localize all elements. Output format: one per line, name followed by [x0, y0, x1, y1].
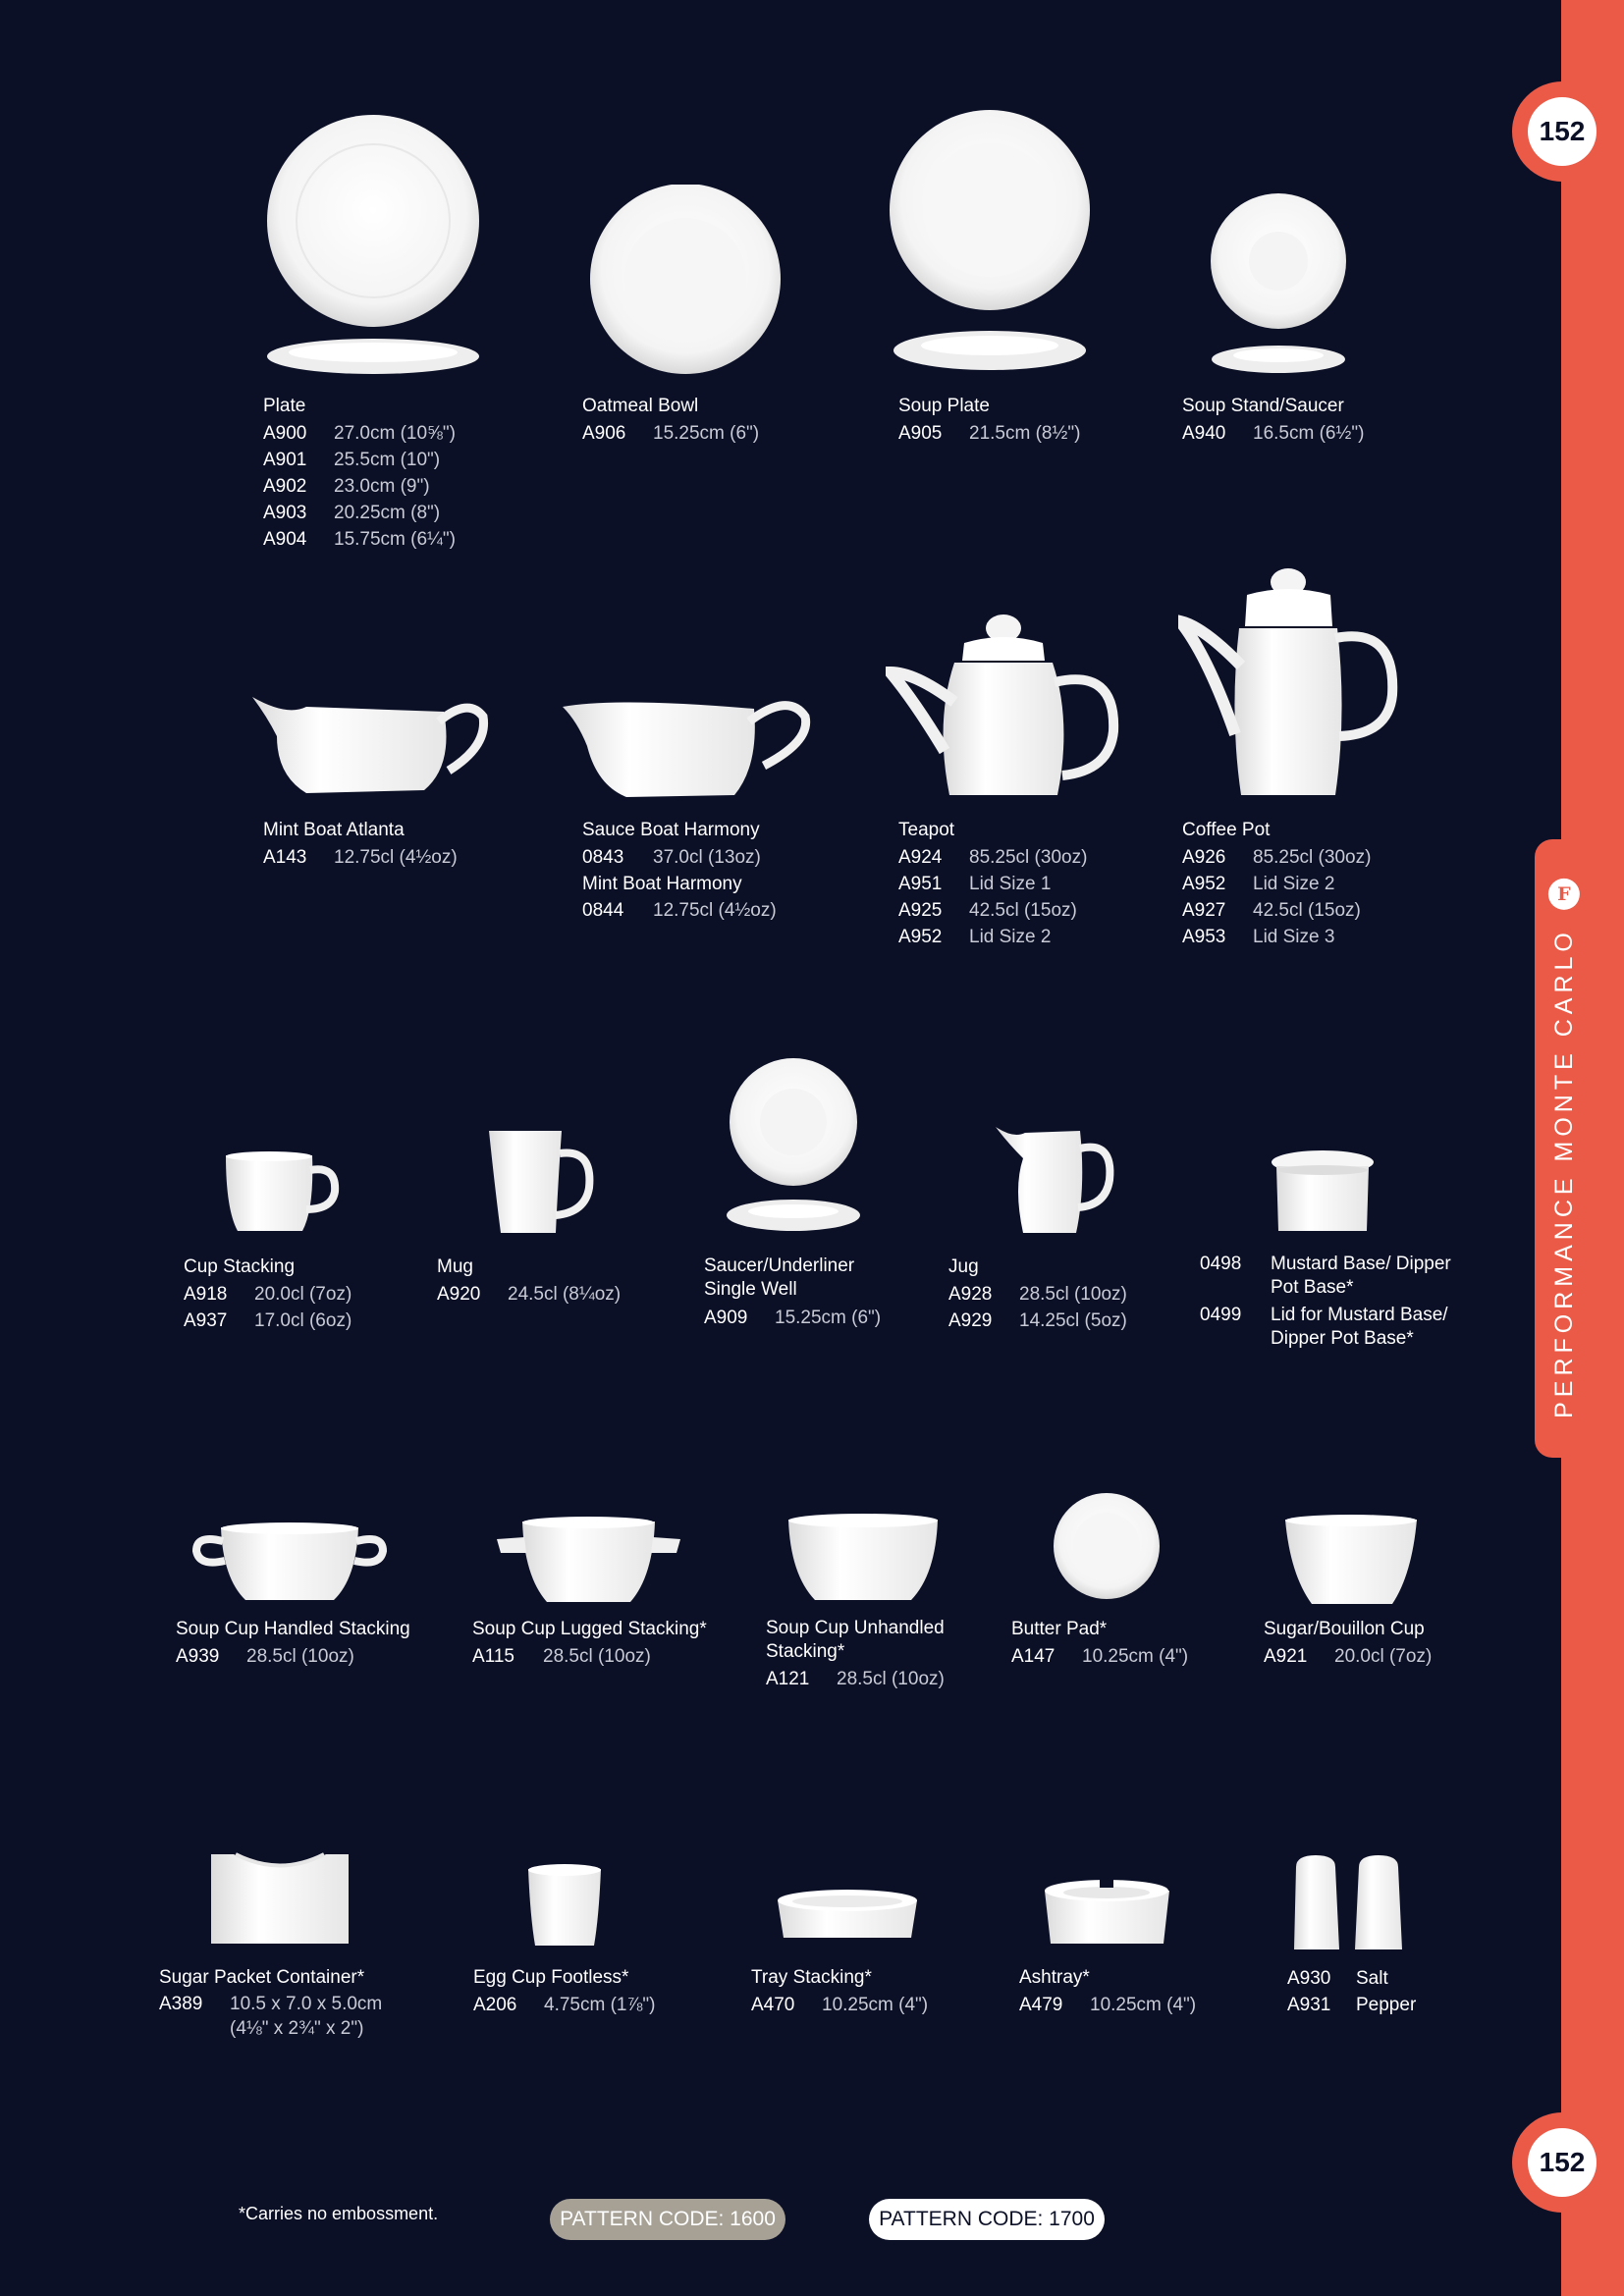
list-item — [1182, 420, 1364, 447]
product-name: Jug — [948, 1256, 979, 1277]
footnote: *Carries no embossment. — [239, 2204, 439, 2223]
product-rows — [176, 1643, 354, 1670]
product-rows — [1182, 420, 1364, 447]
list-item — [1182, 897, 1371, 924]
product-description: Mustard Base/ Dipper Pot Base* — [1271, 1254, 1451, 1298]
product-code: A903 — [263, 503, 307, 523]
product-size: 42.5cl (15oz) — [969, 900, 1077, 921]
product-size: 28.5cl (10oz) — [1019, 1284, 1127, 1305]
product-description: Salt — [1356, 1968, 1388, 1989]
product-size: (4⅛" x 2¾" x 2") — [230, 2018, 364, 2039]
product-rows — [263, 420, 456, 553]
product-name: Mug — [437, 1256, 473, 1277]
product-name: Cup Stacking — [184, 1256, 296, 1277]
product-rows — [1264, 1643, 1432, 1670]
product-name: Mint Boat Harmony — [582, 874, 742, 894]
product-size: 15.25cm (6") — [653, 423, 760, 444]
product-code: A930 — [1287, 1968, 1331, 1989]
product-rows — [751, 1992, 928, 2018]
product-code: A906 — [582, 423, 626, 444]
coffee-pot-image — [1178, 567, 1399, 803]
list-item — [472, 1643, 651, 1670]
soup-plate-image — [887, 110, 1093, 380]
teapot-image — [886, 614, 1121, 805]
list-item — [898, 871, 1087, 897]
list-item — [176, 1643, 354, 1670]
product-name: Sugar Packet Container* — [159, 1967, 365, 1988]
product-rows — [159, 1992, 382, 2041]
salt-pepper-image — [1288, 1853, 1414, 1951]
product-name: Ashtray* — [1019, 1967, 1090, 1988]
list-item — [582, 897, 777, 924]
product-rows — [184, 1281, 352, 1334]
product-name: Egg Cup Footless* — [473, 1967, 629, 1988]
product-rows — [472, 1643, 651, 1670]
mint-boat-atlanta-image — [247, 677, 493, 805]
product-size: 20.25cm (8") — [334, 503, 441, 523]
product-name: Teapot — [898, 820, 955, 840]
product-code: A143 — [263, 847, 307, 868]
product-name: Soup Plate — [898, 396, 990, 416]
product-code: A921 — [1264, 1646, 1308, 1667]
product-size: 16.5cm (6½") — [1253, 423, 1365, 444]
list-item — [473, 1992, 655, 2018]
product-name: Oatmeal Bowl — [582, 396, 699, 416]
list-item — [437, 1281, 621, 1308]
list-item — [1200, 1304, 1457, 1351]
mug-image — [485, 1129, 595, 1237]
page-number-top — [1512, 81, 1612, 182]
list-item — [898, 844, 1087, 871]
product-size: 20.0cl (7oz) — [1334, 1646, 1433, 1667]
mustard-base-image — [1269, 1148, 1377, 1235]
product-code: A389 — [159, 1994, 203, 2014]
product-name: Coffee Pot — [1182, 820, 1271, 840]
list-item — [159, 2016, 382, 2041]
page-number-text: 152 — [1528, 2128, 1597, 2197]
product-rows — [1200, 1253, 1457, 1351]
product-code: A904 — [263, 529, 307, 550]
list-item — [1264, 1643, 1432, 1670]
product-size: 4.75cm (1⅞") — [544, 1995, 656, 2015]
jug-image — [994, 1119, 1116, 1237]
product-size: 28.5cl (10oz) — [543, 1646, 651, 1667]
sauce-boat-harmony-image — [558, 687, 813, 805]
soup-cup-lugged-image — [493, 1516, 684, 1606]
list-item — [704, 1305, 881, 1331]
list-item — [582, 844, 777, 871]
page-number-bottom — [1512, 2112, 1612, 2213]
tray-stacking-image — [774, 1887, 921, 1944]
list-item — [263, 844, 458, 871]
product-rows — [766, 1666, 945, 1692]
product-code: 0498 — [1200, 1254, 1242, 1274]
product-size: 85.25cl (30oz) — [1253, 847, 1372, 868]
product-rows — [473, 1992, 655, 2018]
product-name: Butter Pad* — [1011, 1619, 1108, 1639]
product-name: Soup Cup Unhandled Stacking* — [766, 1618, 945, 1662]
product-code: A931 — [1287, 1995, 1331, 2015]
product-size: 10.25cm (4") — [1082, 1646, 1189, 1667]
product-name: Mint Boat Atlanta — [263, 820, 405, 840]
product-code: A900 — [263, 423, 307, 444]
product-rows — [704, 1305, 881, 1331]
product-name: Soup Stand/Saucer — [1182, 396, 1344, 416]
product-name: Sugar/Bouillon Cup — [1264, 1619, 1425, 1639]
list-item — [263, 500, 456, 526]
product-rows — [948, 1281, 1127, 1334]
product-code: A909 — [704, 1308, 748, 1328]
sugar-bouillon-cup-image — [1282, 1514, 1420, 1606]
saucer-underliner-image — [725, 1058, 862, 1235]
list-item — [582, 420, 759, 447]
product-code: A952 — [898, 927, 943, 947]
pattern-code-1700-badge: PATTERN CODE: 1700 — [869, 2199, 1105, 2240]
product-rows — [263, 844, 458, 871]
product-name: Sauce Boat Harmony — [582, 820, 760, 840]
pattern-code-1600-badge: PATTERN CODE: 1600 — [550, 2199, 785, 2240]
product-size: Lid Size 1 — [969, 874, 1052, 894]
cup-stacking-image — [224, 1150, 340, 1237]
product-code: A920 — [437, 1284, 481, 1305]
list-item — [184, 1308, 352, 1334]
product-rows — [437, 1281, 621, 1308]
product-name: Plate — [263, 396, 306, 416]
list-item — [1287, 1965, 1416, 1992]
page-number-text: 152 — [1528, 97, 1597, 166]
product-code: A918 — [184, 1284, 228, 1305]
sugar-packet-container-image — [206, 1849, 353, 1946]
product-code: A479 — [1019, 1995, 1063, 2015]
section-tab-label — [1535, 839, 1594, 1458]
soup-stand-saucer-image — [1210, 192, 1347, 379]
product-name: Soup Cup Lugged Stacking* — [472, 1619, 707, 1639]
oatmeal-bowl-image — [587, 185, 784, 381]
product-code: A905 — [898, 423, 943, 444]
product-rows — [582, 420, 759, 447]
list-item — [751, 1992, 928, 2018]
product-rows — [1019, 1992, 1196, 2018]
section-title: PERFORMANCE MONTE CARLO — [1549, 928, 1578, 1418]
product-rows — [1287, 1965, 1416, 2018]
product-code: A924 — [898, 847, 943, 868]
product-name: Tray Stacking* — [751, 1967, 872, 1988]
list-item — [184, 1281, 352, 1308]
egg-cup-image — [525, 1863, 604, 1948]
product-code: A929 — [948, 1310, 993, 1331]
product-code: A147 — [1011, 1646, 1056, 1667]
ashtray-image — [1041, 1877, 1173, 1948]
product-code: A121 — [766, 1669, 810, 1689]
product-code: A952 — [1182, 874, 1226, 894]
product-rows — [582, 844, 777, 924]
list-item — [1011, 1643, 1188, 1670]
product-code: A951 — [898, 874, 943, 894]
list-item — [1182, 924, 1371, 950]
product-code: A925 — [898, 900, 943, 921]
product-size: 85.25cl (30oz) — [969, 847, 1088, 868]
list-item — [159, 1992, 382, 2016]
product-code: A940 — [1182, 423, 1226, 444]
product-size: 14.25cl (5oz) — [1019, 1310, 1127, 1331]
product-size: 20.0cl (7oz) — [254, 1284, 352, 1305]
product-name: Soup Cup Handled Stacking — [176, 1619, 410, 1639]
product-rows — [898, 844, 1087, 950]
product-size: 10.25cm (4") — [822, 1995, 929, 2015]
section-badge: F — [1548, 879, 1580, 910]
list-item — [582, 871, 777, 897]
butter-pad-image — [1053, 1492, 1161, 1600]
product-size: 28.5cl (10oz) — [246, 1646, 354, 1667]
product-size: 17.0cl (6oz) — [254, 1310, 352, 1331]
list-item — [898, 924, 1087, 950]
product-size: 24.5cl (8¼oz) — [508, 1284, 622, 1305]
list-item — [1287, 1992, 1416, 2018]
product-size: 10.25cm (4") — [1090, 1995, 1197, 2015]
product-code: 0844 — [582, 900, 624, 921]
list-item — [1200, 1253, 1457, 1300]
product-size: 15.25cm (6") — [775, 1308, 882, 1328]
list-item — [1182, 871, 1371, 897]
product-code: A939 — [176, 1646, 220, 1667]
product-rows — [1182, 844, 1371, 950]
product-size: 25.5cm (10") — [334, 450, 441, 470]
product-code: 0499 — [1200, 1305, 1242, 1325]
product-code: 0843 — [582, 847, 624, 868]
product-size: 15.75cm (6¼") — [334, 529, 456, 550]
list-item — [948, 1281, 1127, 1308]
product-code: A927 — [1182, 900, 1226, 921]
product-code: A928 — [948, 1284, 993, 1305]
plate-image — [260, 113, 486, 383]
product-code: A953 — [1182, 927, 1226, 947]
list-item — [1019, 1992, 1196, 2018]
product-code: A470 — [751, 1995, 795, 2015]
list-item — [898, 420, 1080, 447]
product-size: 12.75cl (4½oz) — [653, 900, 777, 921]
product-size: 37.0cl (13oz) — [653, 847, 761, 868]
list-item — [1182, 844, 1371, 871]
product-code: A902 — [263, 476, 307, 497]
product-size: 23.0cm (9") — [334, 476, 430, 497]
product-rows — [1011, 1643, 1188, 1670]
product-rows — [898, 420, 1080, 447]
product-size: Lid Size 2 — [969, 927, 1052, 947]
soup-cup-handled-image — [191, 1520, 388, 1604]
product-code: A926 — [1182, 847, 1226, 868]
product-code — [159, 2016, 230, 2041]
product-description: Pepper — [1356, 1995, 1417, 2015]
product-code: A937 — [184, 1310, 228, 1331]
soup-cup-unhandled-image — [785, 1512, 941, 1604]
product-size: Lid Size 3 — [1253, 927, 1335, 947]
list-item — [263, 473, 456, 500]
list-item — [898, 897, 1087, 924]
product-code: A115 — [472, 1646, 514, 1667]
product-size: 28.5cl (10oz) — [837, 1669, 945, 1689]
list-item — [263, 447, 456, 473]
product-size: 12.75cl (4½oz) — [334, 847, 458, 868]
product-code: A901 — [263, 450, 307, 470]
product-size: 21.5cm (8½") — [969, 423, 1081, 444]
product-name: Saucer/Underliner Single Well — [704, 1255, 855, 1300]
list-item — [263, 526, 456, 553]
product-description: Lid for Mustard Base/ Dipper Pot Base* — [1271, 1305, 1448, 1349]
product-size: 10.5 x 7.0 x 5.0cm — [230, 1994, 383, 2014]
product-size: Lid Size 2 — [1253, 874, 1335, 894]
product-code: A206 — [473, 1995, 517, 2015]
list-item — [948, 1308, 1127, 1334]
list-item — [263, 420, 456, 447]
product-size: 27.0cm (10⅝") — [334, 423, 456, 444]
product-size: 42.5cl (15oz) — [1253, 900, 1361, 921]
list-item — [766, 1666, 945, 1692]
